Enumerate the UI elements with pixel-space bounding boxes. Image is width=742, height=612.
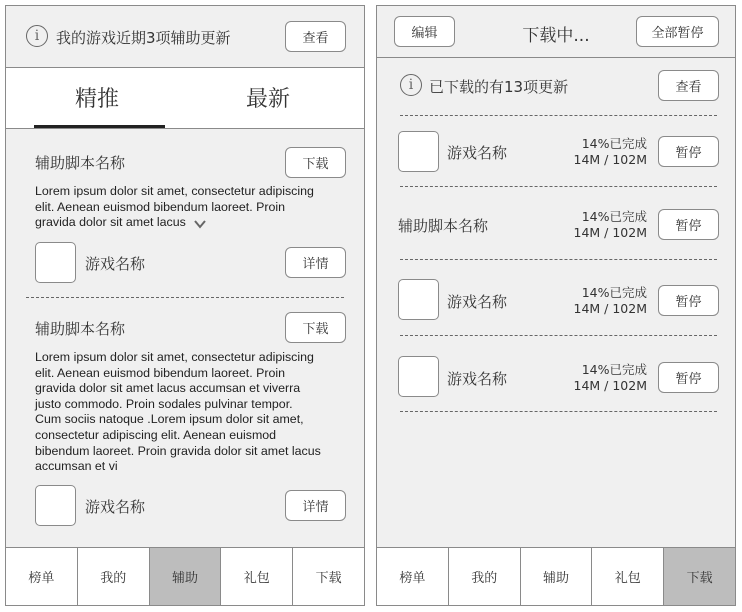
tab-latest[interactable]: 最新 (246, 87, 291, 112)
nav-item-downloads[interactable]: 下载 (664, 548, 735, 605)
downloads-screen (376, 5, 736, 606)
bottom-nav (377, 547, 735, 605)
game-name: 游戏名称 (85, 255, 146, 273)
notice-text: 已下载的有13项更新 (429, 78, 569, 96)
view-updates-button[interactable]: 查看 (285, 21, 346, 52)
progress-size: 14M / 102M (573, 225, 647, 240)
progress-size: 14M / 102M (573, 301, 647, 316)
tab-bar (6, 68, 364, 129)
description-line: bibendum laoreet. Proin gravida dolor sit amet lacus (35, 443, 321, 458)
description-line: consectetur adipiscing elit. Aenean euismod (35, 427, 277, 442)
tab-featured[interactable]: 精推 (75, 87, 120, 112)
view-updates-button[interactable]: 查看 (658, 70, 719, 101)
script-description (35, 184, 350, 231)
active-tab-indicator (34, 125, 165, 128)
pause-all-button[interactable]: 全部暂停 (636, 16, 719, 47)
progress-text: 14%已完成 (581, 136, 647, 151)
description-line: justo commodo. Proin sodales pulvinar tempor. (35, 396, 293, 411)
game-name: 游戏名称 (447, 370, 508, 388)
info-icon: i (400, 74, 422, 96)
downloads-header (377, 6, 735, 58)
divider (400, 259, 717, 260)
pause-button[interactable]: 暂停 (658, 209, 719, 240)
page-title: 下载中... (522, 26, 590, 46)
pause-button[interactable]: 暂停 (658, 362, 719, 393)
notice-text: 我的游戏近期3项辅助更新 (56, 29, 231, 47)
update-notice-bar (6, 6, 364, 68)
script-name: 辅助脚本名称 (398, 217, 489, 235)
description-line: Cum sociis natoque .Lorem ipsum dolor sit amet, (35, 412, 304, 427)
description-line: gravida dolor sit amet lacus accumsan et viverra (35, 381, 301, 396)
progress-size: 14M / 102M (573, 378, 647, 393)
details-button[interactable]: 详情 (285, 247, 346, 278)
info-icon: i (26, 25, 48, 47)
download-button[interactable]: 下载 (285, 312, 346, 343)
divider (400, 411, 717, 412)
description-line: Lorem ipsum dolor sit amet, consectetur adipiscing (35, 350, 314, 364)
game-thumbnail (398, 131, 439, 172)
edit-button[interactable]: 编辑 (394, 16, 455, 47)
download-button[interactable]: 下载 (285, 147, 346, 178)
nav-item-gifts[interactable]: 礼包 (592, 548, 664, 605)
divider (400, 186, 717, 187)
game-thumbnail (398, 356, 439, 397)
nav-item-gifts[interactable]: 礼包 (221, 548, 293, 605)
game-thumbnail (35, 485, 76, 526)
game-name: 游戏名称 (85, 498, 146, 516)
game-name: 游戏名称 (447, 293, 508, 311)
chevron-down-icon[interactable] (194, 218, 206, 230)
description-line: elit. Aenean euismod bibendum laoreet. Proin (35, 199, 286, 214)
script-title: 辅助脚本名称 (35, 320, 126, 338)
details-button[interactable]: 详情 (285, 490, 346, 521)
divider (26, 297, 344, 298)
progress-text: 14%已完成 (581, 362, 647, 377)
pause-button[interactable]: 暂停 (658, 136, 719, 167)
nav-item-assist[interactable]: 辅助 (150, 548, 222, 605)
bottom-nav (6, 547, 364, 605)
nav-item-downloads[interactable]: 下载 (315, 571, 342, 586)
nav-item-rankings[interactable]: 榜单 (6, 548, 78, 605)
script-description (35, 350, 355, 475)
game-thumbnail (35, 242, 76, 283)
pause-button[interactable]: 暂停 (658, 285, 719, 316)
description-line: elit. Aenean euismod bibendum laoreet. Proin (35, 365, 286, 380)
progress-size: 14M / 102M (573, 152, 647, 167)
divider (400, 335, 717, 336)
assist-screen (5, 5, 365, 606)
nav-item-mine[interactable]: 我的 (449, 548, 521, 605)
nav-item-assist[interactable]: 辅助 (521, 548, 593, 605)
nav-item-rankings[interactable]: 榜单 (377, 548, 449, 605)
game-name: 游戏名称 (447, 144, 508, 162)
progress-text: 14%已完成 (581, 209, 647, 224)
description-line: gravida dolor sit amet lacus (35, 215, 186, 230)
description-line: Lorem ipsum dolor sit amet, consectetur adipiscing (35, 184, 314, 198)
description-line: accumsan et vi (35, 459, 118, 474)
nav-item-mine[interactable]: 我的 (78, 548, 150, 605)
divider (400, 115, 717, 116)
progress-text: 14%已完成 (581, 285, 647, 300)
script-title: 辅助脚本名称 (35, 154, 126, 172)
game-thumbnail (398, 279, 439, 320)
